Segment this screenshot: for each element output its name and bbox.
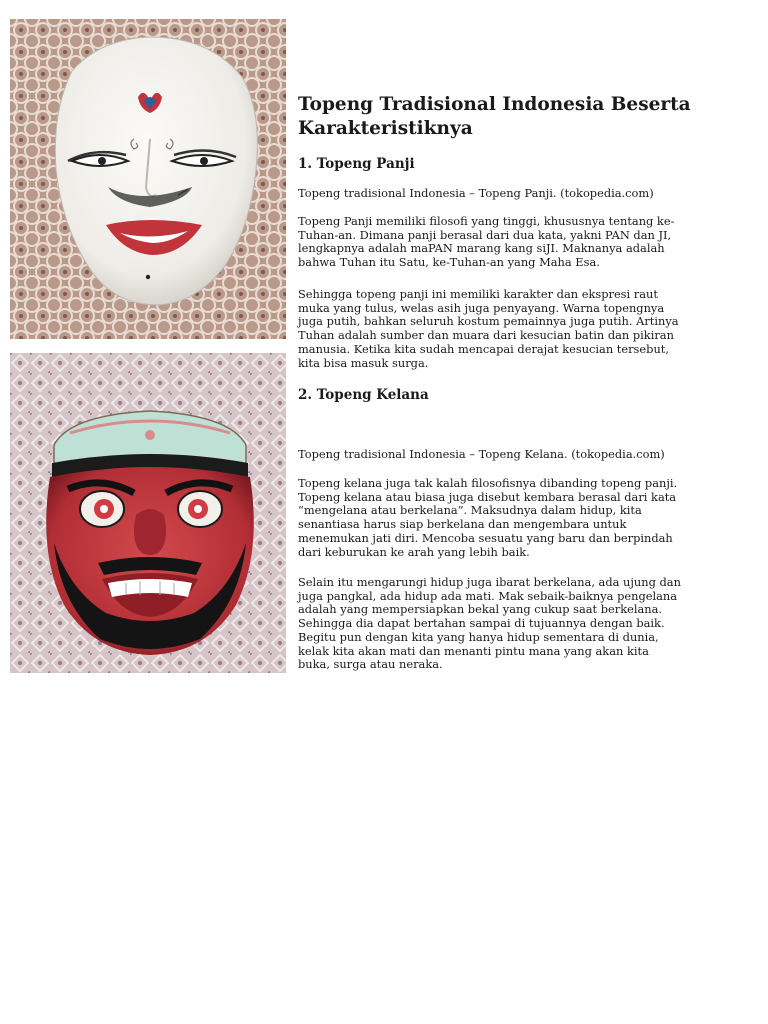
caption-panji: Topeng tradisional Indonesia – Topeng Panji. (tokopedia.com) xyxy=(298,186,654,200)
topeng-kelana-photo xyxy=(10,353,286,673)
paragraph-kelana-2: Selain itu mengarungi hidup juga ibarat berkelana, ada ujung dan juga pangkal, ada hidup ada mati. Mak sebaik-baiknya pengelana adalah yang mempersiapkan bekal yang cukup saat berkelana. Sehingga dia dapat bertahan sampai di tujuannya dengan baik. Begitu pun dengan kita yang hanya hidup sementara di dunia, kelak kita akan mati dan menanti pintu mana yang akan kita buka, surga atau neraka. xyxy=(298,575,681,672)
section-heading-panji: 1. Topeng Panji xyxy=(298,156,415,172)
paragraph-panji-2: Sehingga topeng panji ini memiliki karakter dan ekspresi raut muka yang tulus, welas asih juga penyayang. Warna topengnya juga putih, bahkan seluruh kostum pemainnya juga putih. Artinya Tuhan adalah sumber dan muara dari kesucian batin dan pikiran manusia. Ketika kita sudah mencapai derajat kesucian tersebut, kita bisa masuk surga. xyxy=(298,287,679,370)
caption-kelana: Topeng tradisional Indonesia – Topeng Kelana. (tokopedia.com) xyxy=(298,447,665,461)
article-title: Topeng Tradisional Indonesia Beserta Karakteristiknya xyxy=(298,94,691,139)
topeng-panji-photo xyxy=(10,19,286,339)
paragraph-kelana-1: Topeng kelana juga tak kalah filosofisnya dibanding topeng panji. Topeng kelana atau biasa juga disebut kembara berasal dari kata “mengelana atau berkelana”. Maksudnya dalam hidup, kita senantiasa harus siap berkelana dan mengembara untuk menemukan jati diri. Mencoba sesuatu yang baru dan berpindah dari keburukan ke arah yang lebih baik. xyxy=(298,476,678,559)
paragraph-panji-1: Topeng Panji memiliki filosofi yang tinggi, khususnya tentang ke-Tuhan-an. Dimana panji berasal dari dua kata, yakni PAN dan JI, lengkapnya adalah maPAN marang kang siJI. Maknanya adalah bahwa Tuhan itu Satu, ke-Tuhan-an yang Maha Esa. xyxy=(298,214,675,270)
section-heading-kelana: 2. Topeng Kelana xyxy=(298,387,429,403)
